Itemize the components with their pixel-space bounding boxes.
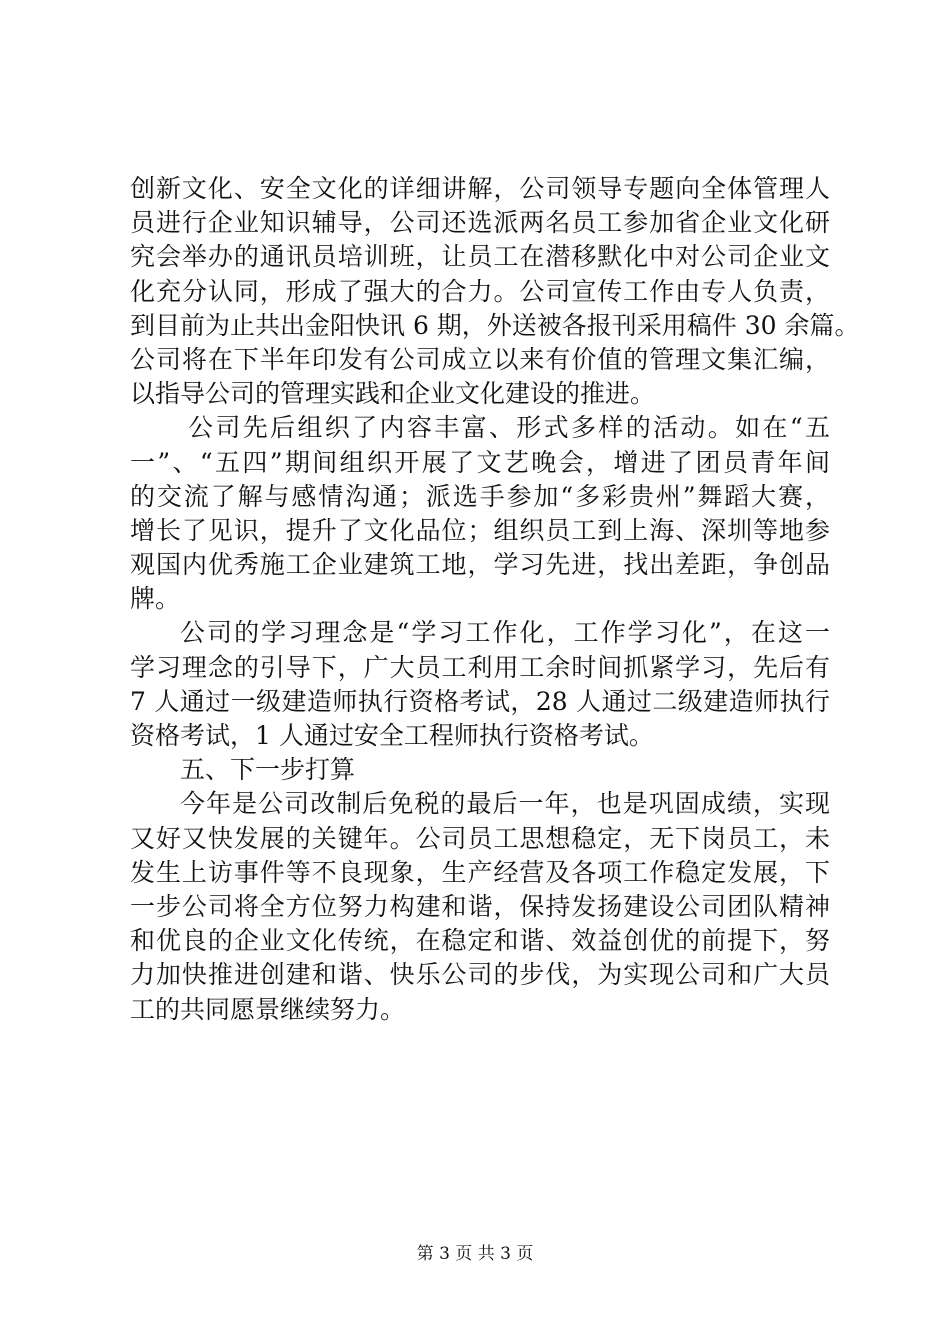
text-line: 7 人通过一级建造师执行资格考试，28 人通过二级建造师执行 [130,686,830,716]
paragraph-start-line: 公司先后组织了内容丰富、形式多样的活动。如在“五 [188,413,830,443]
text-line: 和优良的企业文化传统，在稳定和谐、效益创优的前提下，努 [130,926,830,956]
text-line: 公司将在下半年印发有公司成立以来有价值的管理文集汇编， [130,344,830,374]
text-line: 发生上访事件等不良现象，生产经营及各项工作稳定发展，下 [130,857,830,887]
text-line: 的交流了解与感情沟通；派选手参加“多彩贵州”舞蹈大赛， [130,481,830,511]
text-line: 化充分认同，形成了强大的合力。公司宣传工作由专人负责， [130,276,830,306]
section-heading: 五、下一步打算 [180,755,356,785]
text-line: 工的共同愿景继续努力。 [130,994,406,1024]
text-line: 究会举办的通讯员培训班，让员工在潜移默化中对公司企业文 [130,242,830,272]
document-body [130,172,860,1027]
text-line: 学习理念的引导下，广大员工利用工余时间抓紧学习，先后有 [130,652,830,682]
text-line: 到目前为止共出金阳快讯 6 期，外送被各报刊采用稿件 30 余篇。 [130,310,860,340]
paragraph-start-line: 今年是公司改制后免税的最后一年，也是巩固成绩，实现 [180,789,830,819]
text-line: 创新文化、安全文化的详细讲解，公司领导专题向全体管理人 [130,174,830,203]
text-line: 增长了见识，提升了文化品位；组织员工到上海、深圳等地参 [130,515,830,545]
paragraph-start-line: 公司的学习理念是“学习工作化，工作学习化”，在这一 [180,618,830,648]
text-line: 观国内优秀施工企业建筑工地，学习先进，找出差距，争创品 [130,550,830,580]
text-line: 一步公司将全方位努力构建和谐，保持发扬建设公司团队精神 [130,891,830,921]
text-line: 又好又快发展的关键年。公司员工思想稳定，无下岗员工，未 [130,823,830,853]
text-line: 力加快推进创建和谐、快乐公司的步伐，为实现公司和广大员 [130,960,830,990]
text-line: 员进行企业知识辅导，公司还选派两名员工参加省企业文化研 [130,208,830,238]
page-footer: 第 3 页 共 3 页 [416,1244,534,1264]
text-line: 一”、“五四”期间组织开展了文艺晚会，增进了团员青年间 [130,447,830,477]
text-line: 资格考试，1 人通过安全工程师执行资格考试。 [130,721,654,750]
text-line: 以指导公司的管理实践和企业文化建设的推进。 [130,379,656,409]
text-line: 牌。 [130,584,181,614]
